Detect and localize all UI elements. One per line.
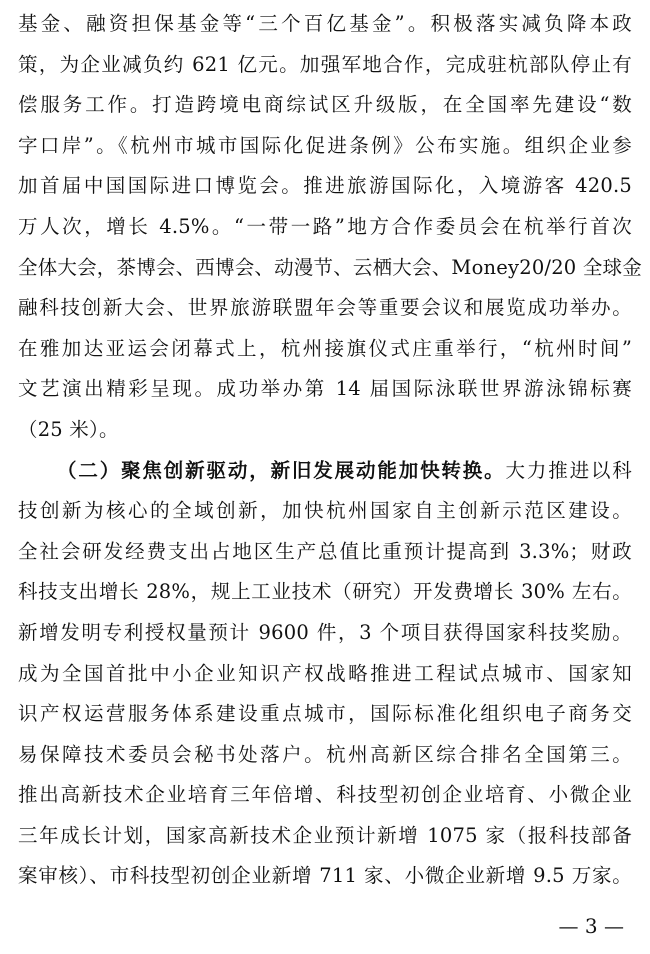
section-heading: （二）聚焦创新驱动，新旧发展动能加快转换。	[57, 458, 506, 482]
text-line: 策，为企业减负约 621 亿元。加强军地合作，完成驻杭部队停止有	[18, 52, 632, 76]
page-number: — 3 —	[558, 914, 624, 938]
text-line: 新增发明专利授权量预计 9600 件，3 个项目获得国家科技奖励。	[18, 620, 632, 644]
text-line: 推出高新技术企业培育三年倍增、科技型初创企业培育、小微企业	[18, 783, 632, 807]
text-line: 偿服务工作。打造跨境电商综试区升级版，在全国率先建设“数	[18, 93, 632, 117]
text-line: 全体大会，茶博会、西博会、动漫节、云栖大会、Money20/20 全球金	[18, 255, 642, 279]
text-line: 识产权运营服务体系建设重点城市，国际标准化组织电子商务交	[18, 702, 632, 726]
text-run: 大力推进以科	[505, 458, 633, 482]
text-line: 基金、融资担保基金等“三个百亿基金”。积极落实减负降本政	[18, 12, 632, 35]
paragraph-2-first-line	[18, 451, 632, 492]
text-line: 全社会研发经费支出占地区生产总值比重预计提高到 3.3%；财政	[18, 539, 632, 563]
text-line: 成为全国首批中小企业知识产权战略推进工程试点城市、国家知	[18, 661, 632, 685]
text-line: 加首届中国国际进口博览会。推进旅游国际化，入境游客 420.5	[18, 174, 632, 198]
body-text	[18, 4, 642, 897]
text-line: （25 米）。	[18, 417, 119, 441]
paragraph-1	[18, 4, 642, 451]
text-line: 文艺演出精彩呈现。成功举办第 14 届国际泳联世界游泳锦标赛	[18, 377, 632, 401]
text-line: 字口岸”。《杭州市城市国际化促进条例》公布实施。组织企业参	[18, 133, 632, 157]
text-line: 科技支出增长 28%，规上工业技术（研究）开发费增长 30% 左右。	[18, 580, 632, 604]
text-line: 万人次，增长 4.5%。“一带一路”地方合作委员会在杭举行首次	[18, 214, 632, 238]
text-line: 三年成长计划，国家高新技术企业预计新增 1075 家（报科技部备	[18, 823, 632, 847]
text-line: 易保障技术委员会秘书处落户。杭州高新区综合排名全国第三。	[18, 742, 632, 766]
text-line: 案审核）、市科技型初创企业新增 711 家、小微企业新增 9.5 万家。	[18, 864, 632, 888]
text-line: 在雅加达亚运会闭幕式上，杭州接旗仪式庄重举行，“杭州时间”	[18, 336, 632, 360]
paragraph-2	[18, 451, 632, 898]
text-line: 技创新为核心的全域创新，加快杭州国家自主创新示范区建设。	[18, 499, 632, 523]
text-line: 融科技创新大会、世界旅游联盟年会等重要会议和展览成功举办。	[18, 296, 632, 320]
